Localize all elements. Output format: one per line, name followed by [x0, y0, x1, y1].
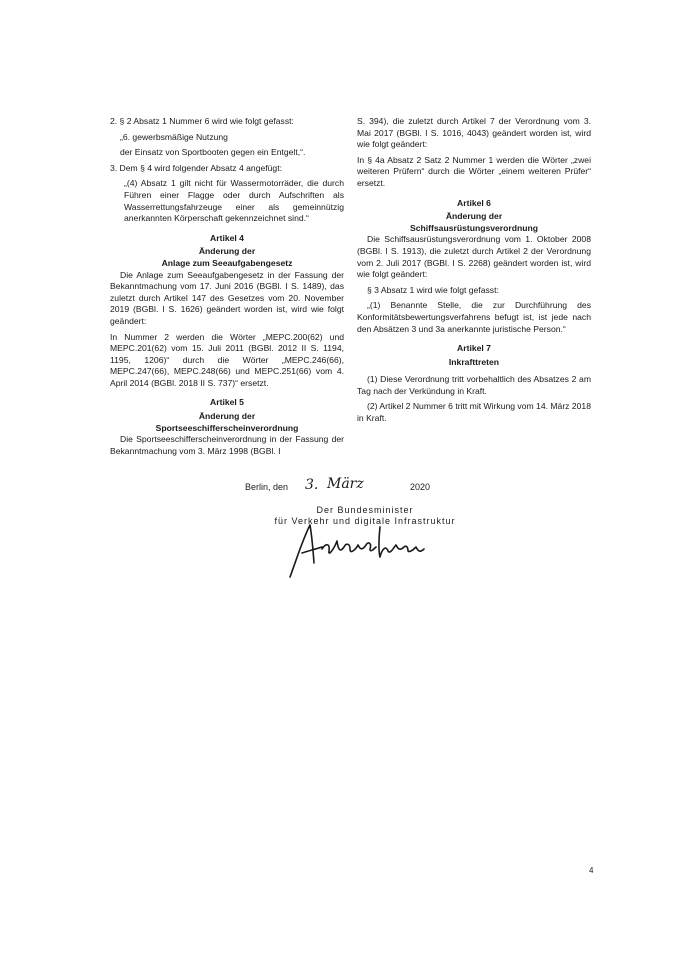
article-5-title-line2: Sportseeschifferscheinverordnung [155, 422, 299, 433]
article-6-intro: Die Schiffsausrüstungsverordnung vom 1. Oktober 2008 (BGBl. I S. 1913), die zuletzt durch Artikel 2 der Verordnung vom 2. Juli 2017 (BGBl. I S. 2268) geändert worden ist, wird wie folgt geändert: [357, 234, 591, 280]
item-3-quote: „(4) Absatz 1 gilt nicht für Wassermotorräder, die durch Führen einer Flagge oder durch Aufschriften als Wasserrettungsfahrzeuge einer als gemeinnützig anerkannten Körperschaft gekennzeichnet sind.“ [124, 178, 344, 224]
date-year: 2020 [410, 482, 431, 492]
date-place: Berlin, den [245, 482, 289, 492]
article-6-title-line1: Änderung der [445, 211, 503, 222]
signature [282, 519, 432, 581]
article-4-intro: Die Anlage zum Seeaufgabengesetz in der Fassung der Bekanntmachung vom 17. Juni 2016 (BGBl. I S. 1489), das zuletzt durch Artikel 147 des Gesetzes vom 20. November 2019 (BGBl. I S. 1626) geändert worden ist, wird wie folgt geändert: [110, 269, 344, 326]
article-6-quote: „(1) Benannte Stelle, die zur Durchführung des Konformitätsbewertungsverfahrens befugt ist, ist jede nach den Absätzen 3 und 3a anerkannte juristische Person.“ [357, 300, 591, 334]
article-4-title-line2: Anlage zum Seeaufgabengesetz [161, 257, 293, 268]
date-line [245, 476, 431, 493]
minister-title-line2: für Verkehr und digitale Infrastruktur [274, 516, 456, 526]
article-7-title: Inkrafttreten [448, 356, 500, 367]
article-5-intro-continued: S. 394), die zuletzt durch Artikel 7 der Verordnung vom 3. Mai 2017 (BGBl. I S. 1016, 4043) geändert worden ist, wird wie folgt geändert: [357, 116, 591, 150]
article-7-paragraph-1: (1) Diese Verordnung tritt vorbehaltlich des Absatzes 2 am Tag nach der Verkündung in Kraft. [357, 374, 591, 396]
date-day-handwritten: 3. [305, 477, 319, 493]
item-2-quote-line1: „6. gewerbsmäßige Nutzung [120, 131, 228, 142]
article-4-amendment: In Nummer 2 werden die Wörter „MEPC.200(62) und MEPC.201(62) vom 15. Juli 2011 (BGBl. 2012 II S. 1194, 1195, 1206)“ durch die Wörter „MEPC.246(66), MEPC.247(66), MEPC.248(66) und MEPC.251(66) vom 4. April 2014 (BGBl. 2018 II S. 737)“ ersetzt. [110, 331, 344, 388]
article-5-title-line1: Änderung der [198, 411, 256, 422]
page-mark: 4 [589, 866, 594, 875]
article-5-amendment: In § 4a Absatz 2 Satz 2 Nummer 1 werden die Wörter „zwei weiteren Prüfern“ durch die Wörter „einem weiteren Prüfer“ ersetzt. [357, 154, 591, 188]
article-4-title-line1: Änderung der [198, 246, 256, 257]
minister-title-line1: Der Bundesminister [316, 505, 414, 515]
right-column [357, 116, 591, 429]
date-month-handwritten: März [327, 476, 364, 492]
left-column [110, 116, 344, 461]
article-7-heading: Artikel 7 [457, 343, 491, 354]
item-3: 3. Dem § 4 wird folgender Absatz 4 angefügt: [110, 162, 282, 173]
article-6-title-line2: Schiffsausrüstungsverordnung [410, 222, 538, 233]
article-7-paragraph-2: (2) Artikel 2 Nummer 6 tritt mit Wirkung vom 14. März 2018 in Kraft. [357, 401, 591, 424]
article-6-heading: Artikel 6 [457, 197, 491, 208]
article-5-intro: Die Sportseeschifferscheinverordnung in der Fassung der Bekanntmachung vom 3. März 1998 (BGBl. I [110, 434, 344, 456]
article-4-heading: Artikel 4 [210, 232, 244, 243]
item-2-quote-line2: der Einsatz von Sportbooten gegen ein Entgelt,“. [120, 147, 306, 158]
article-6-instruction: § 3 Absatz 1 wird wie folgt gefasst: [367, 284, 499, 295]
article-5-heading: Artikel 5 [210, 397, 244, 408]
item-2: 2. § 2 Absatz 1 Nummer 6 wird wie folgt gefasst: [110, 116, 294, 126]
